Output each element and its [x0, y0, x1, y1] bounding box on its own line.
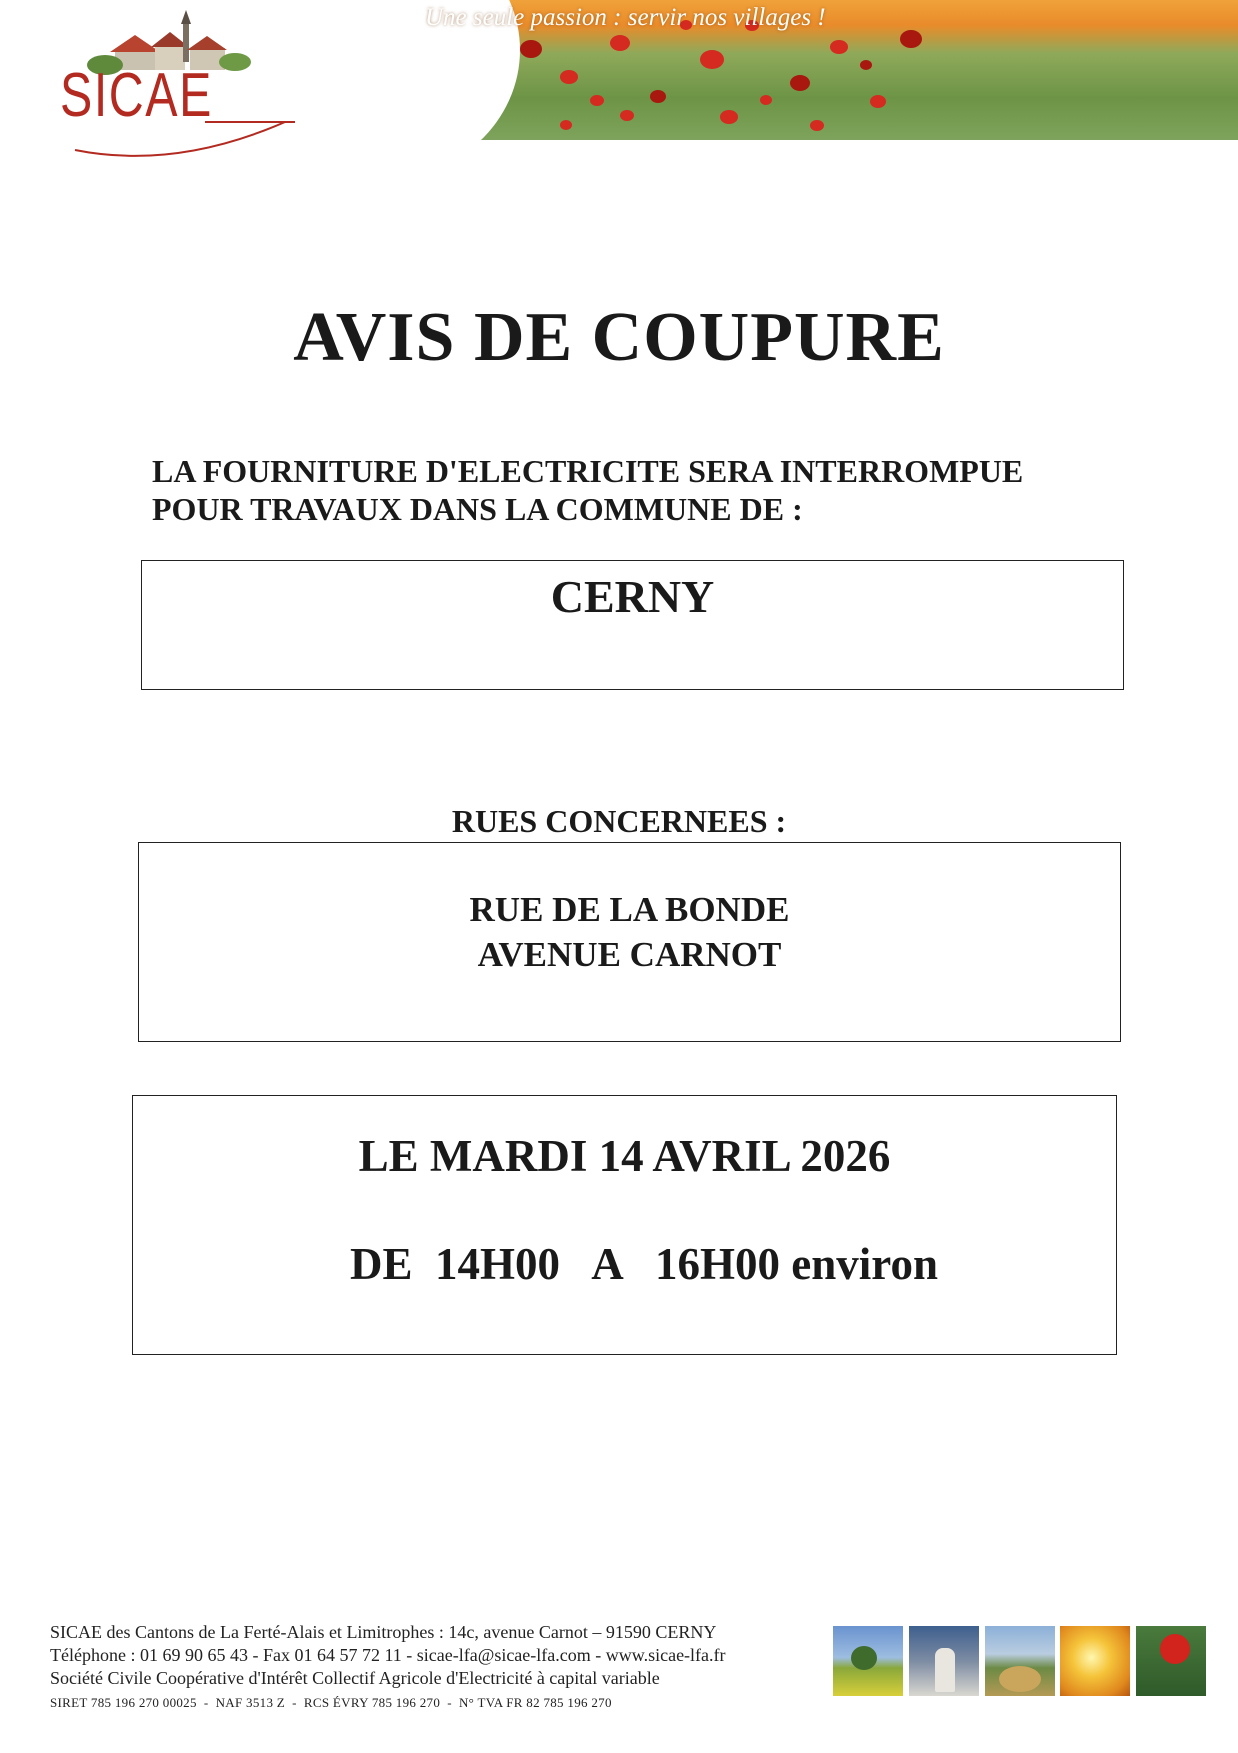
footer-address: SICAE des Cantons de La Ferté-Alais et Limitrophes : 14c, avenue Carnot – 91590 CERNY — [50, 1622, 717, 1642]
poppy-flower — [760, 95, 772, 105]
poppy-flower — [830, 40, 848, 54]
poppy-flower — [620, 110, 634, 121]
poppy-photo — [1136, 1626, 1206, 1696]
footer-registration: SIRET 785 196 270 00025 - NAF 3513 Z - RCS ÉVRY 785 196 270 - N° TVA FR 82 785 196 270 — [50, 1695, 612, 1710]
poppy-flower — [650, 90, 666, 103]
poppy-flower — [860, 60, 872, 70]
poppy-flower — [560, 120, 572, 130]
village-hay-photo — [985, 1626, 1055, 1696]
outage-time: DE 14H00 A 16H00 environ — [350, 1239, 938, 1289]
street-item: AVENUE CARNOT — [477, 935, 782, 974]
poppy-flower — [520, 40, 542, 58]
footer-legal: Société Civile Coopérative d'Intérêt Collectif Agricole d'Electricité à capital variable — [50, 1668, 660, 1688]
streets-heading: RUES CONCERNEES : — [451, 803, 787, 839]
poppy-flower — [810, 120, 824, 131]
commune-name: CERNY — [550, 571, 715, 622]
logo-text: SICAE — [60, 61, 213, 130]
poppy-flower — [700, 50, 724, 69]
outage-date: LE MARDI 14 AVRIL 2026 — [358, 1131, 891, 1181]
poppy-flower — [720, 110, 738, 124]
lightbulb-photo — [1060, 1626, 1130, 1696]
street-item: RUE DE LA BONDE — [469, 890, 790, 929]
poppy-flower — [560, 70, 578, 84]
lineman-photo — [909, 1626, 979, 1696]
poppy-flower — [610, 35, 630, 51]
poppy-flower — [870, 95, 886, 108]
slogan: Une seule passion : servir nos villages ! — [425, 4, 826, 31]
poppy-flower — [900, 30, 922, 48]
footer-contact: Téléphone : 01 69 90 65 43 - Fax 01 64 57 72 11 - sicae-lfa@sicae-lfa.com - www.sicae-lfa.fr — [50, 1645, 726, 1665]
poppy-flower — [790, 75, 810, 91]
notice-intro: LA FOURNITURE D'ELECTRICITE SERA INTERROMPUE POUR TRAVAUX DANS LA COMMUNE DE : — [152, 453, 1024, 527]
poppy-flower — [590, 95, 604, 106]
notice-title: AVIS DE COUPURE — [293, 299, 945, 376]
landscape-photo — [833, 1626, 903, 1696]
